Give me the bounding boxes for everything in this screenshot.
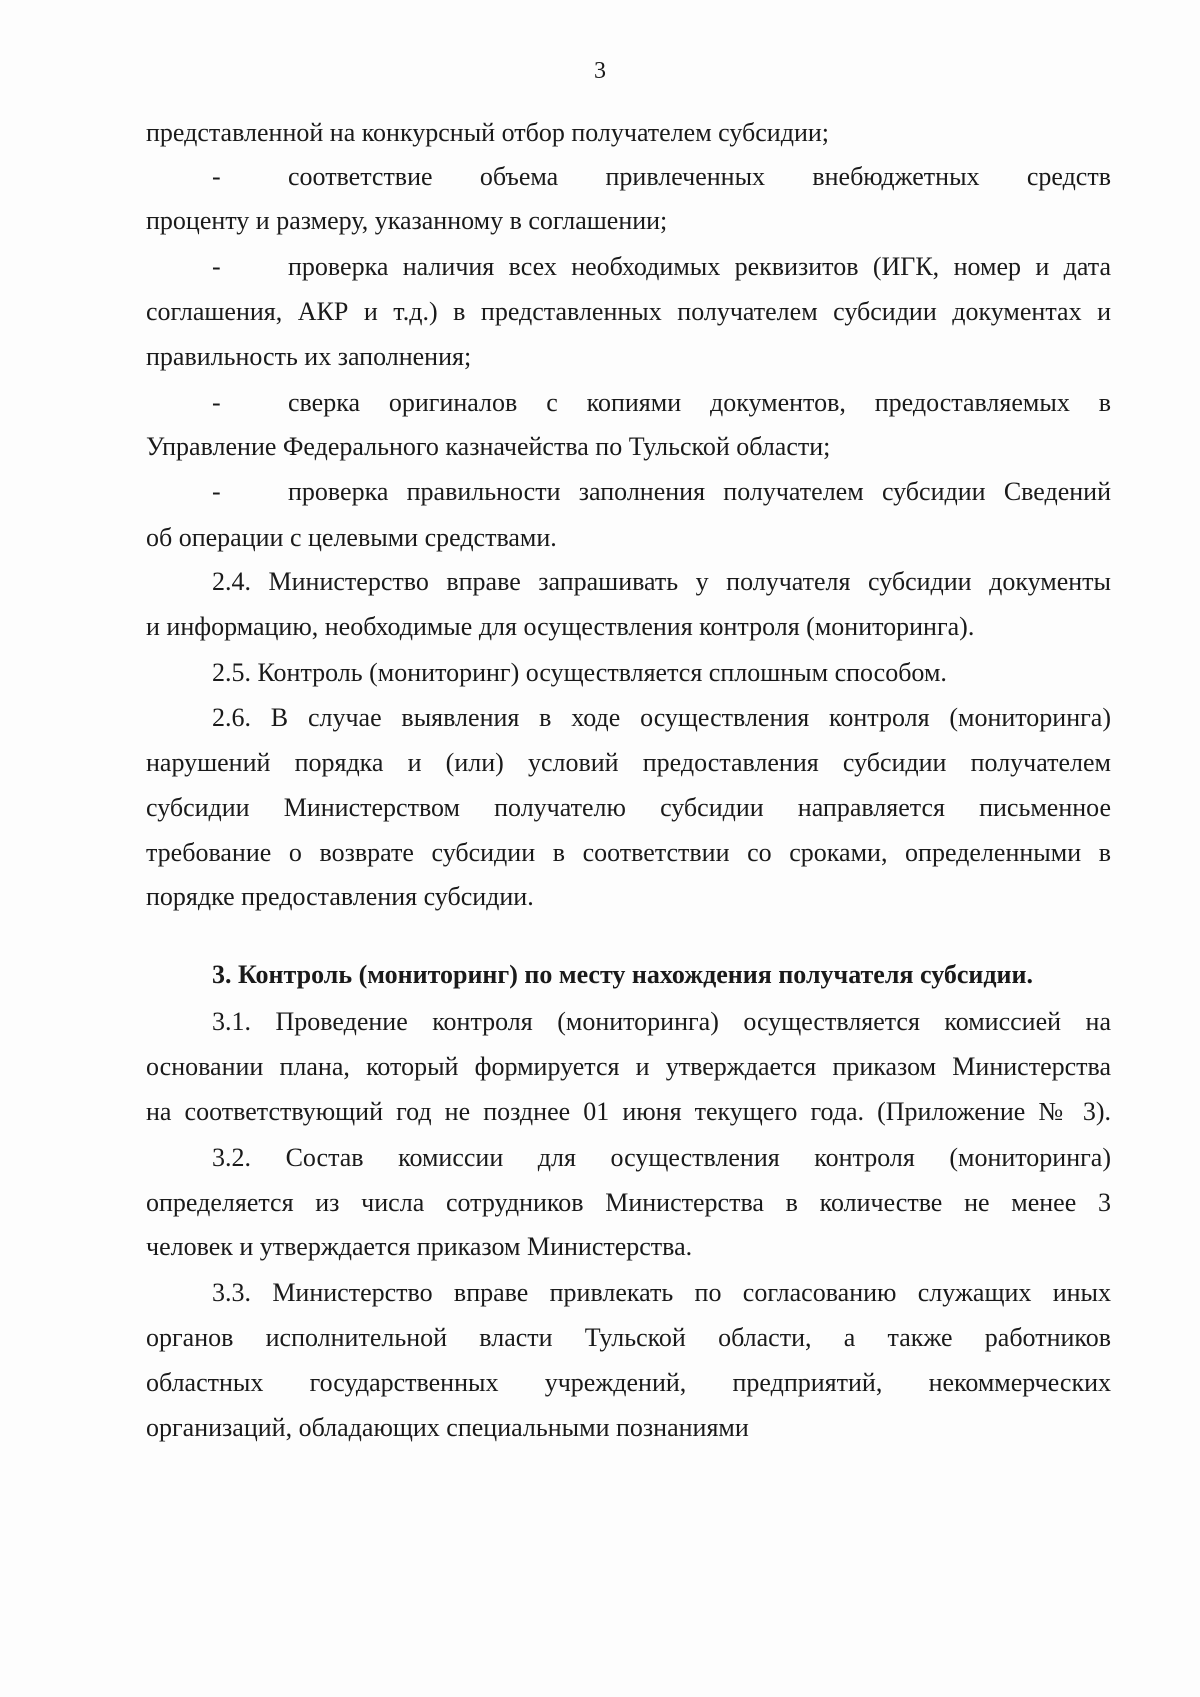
bullet-dash: - xyxy=(212,388,221,417)
paragraph-3-3-first-line: 3.3. Министерство вправе привлекать по согласованию служащих иных xyxy=(212,1278,1111,1307)
paragraph-3-1-first-line: 3.1. Проведение контроля (мониторинга) осуществляется комиссией на xyxy=(212,1007,1111,1036)
text-line: порядке предоставления субсидии. xyxy=(146,882,534,911)
text-line: проценту и размеру, указанному в соглашении; xyxy=(146,206,668,235)
bullet-item-text: соответствие объема привлеченных внебюджетных средств xyxy=(288,162,1111,191)
paragraph-2-5: 2.5. Контроль (мониторинг) осуществляется сплошным способом. xyxy=(212,658,947,687)
bullet-dash: - xyxy=(212,252,221,281)
text-line: нарушений порядка и (или) условий предоставления субсидии получателем xyxy=(146,748,1111,777)
text-line: Управление Федерального казначейства по Тульской области; xyxy=(146,432,831,461)
text-line: правильность их заполнения; xyxy=(146,342,472,371)
bullet-item-text: сверка оригиналов с копиями документов, предоставляемых в xyxy=(288,388,1111,417)
text-line: человек и утверждается приказом Министерства. xyxy=(146,1232,693,1261)
text-line: областных государственных учреждений, предприятий, некоммерческих xyxy=(146,1368,1111,1397)
text-line: субсидии Министерством получателю субсидии направляется письменное xyxy=(146,793,1111,822)
text-line: соглашения, АКР и т.д.) в представленных получателем субсидии документах и xyxy=(146,297,1111,326)
text-line: на соответствующий год не позднее 01 июня текущего года. (Приложение № 3). xyxy=(146,1097,1111,1126)
text-line: основании плана, который формируется и утверждается приказом Министерства xyxy=(146,1052,1111,1081)
bullet-dash: - xyxy=(212,477,221,506)
bullet-item-text: проверка правильности заполнения получателем субсидии Сведений xyxy=(288,477,1111,506)
paragraph-2-6-first-line: 2.6. В случае выявления в ходе осуществления контроля (мониторинга) xyxy=(212,703,1111,732)
text-line: организаций, обладающих специальными познаниями xyxy=(146,1413,749,1442)
text-line: и информацию, необходимые для осуществления контроля (мониторинга). xyxy=(146,612,975,641)
bullet-item-text: проверка наличия всех необходимых реквизитов (ИГК, номер и дата xyxy=(288,252,1111,281)
text-line: органов исполнительной власти Тульской области, а также работников xyxy=(146,1323,1111,1352)
text-line: требование о возврате субсидии в соответствии со сроками, определенными в xyxy=(146,838,1111,867)
paragraph-3-2-first-line: 3.2. Состав комиссии для осуществления контроля (мониторинга) xyxy=(212,1143,1111,1172)
text-line: представленной на конкурсный отбор получателем субсидии; xyxy=(146,118,829,147)
section-heading-3: 3. Контроль (мониторинг) по месту нахождения получателя субсидии. xyxy=(212,960,1033,989)
bullet-dash: - xyxy=(212,162,221,191)
page-number: 3 xyxy=(594,58,606,84)
text-line: об операции с целевыми средствами. xyxy=(146,523,557,552)
paragraph-2-4-first-line: 2.4. Министерство вправе запрашивать у получателя субсидии документы xyxy=(212,567,1111,596)
text-line: определяется из числа сотрудников Министерства в количестве не менее 3 xyxy=(146,1188,1111,1217)
